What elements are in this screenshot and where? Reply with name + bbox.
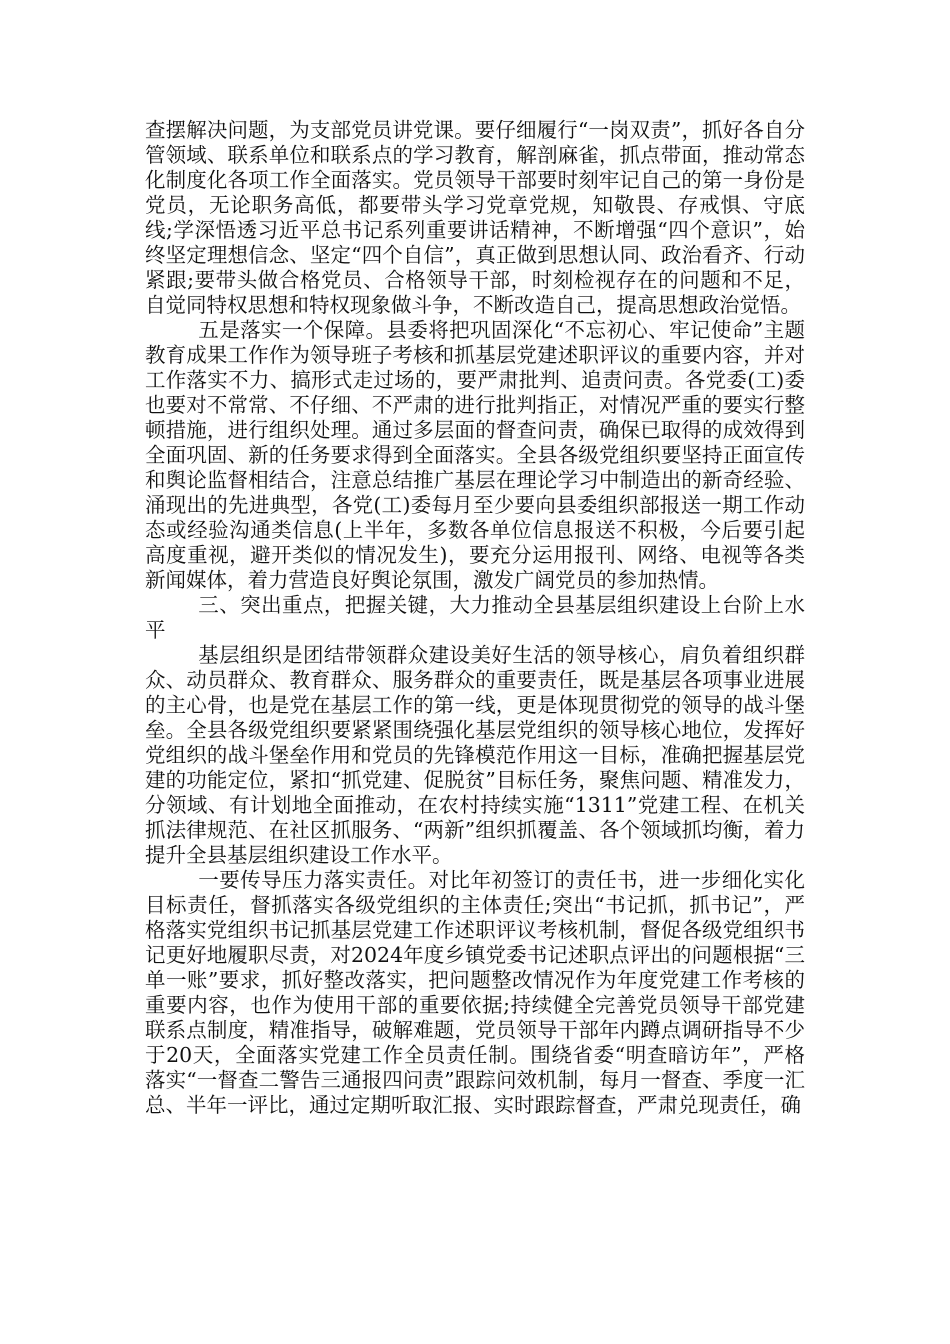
paragraph-continuation: 查摆解决问题，为支部党员讲党课。要仔细履行“一岗双责”，抓好各自分管领域、联系单位和联系点的学习教育，解剖麻雀，抓点带面，推动常态化制度化各项工作全面落实。党员领导干部要时刻牢记自己的第一身份是党员，无论职务高低，都要带头学习党章党规，知敬畏、存戒惧、守底线;学深悟透习近平总书记系列重要讲话精神，不断增强“四个意识”，始终坚定理想信念、坚定“四个自信”，真正做到思想认同、政治看齐、行动紧跟;要带头做合格党员、合格领导干部，时刻检视存在的问题和不足，自觉同特权思想和特权现象做斗争，不断改造自己，提高思想政治觉悟。 bbox=[145, 118, 805, 317]
section-heading-three: 三、突出重点，把握关键，大力推动全县基层组织建设上台阶上水平 bbox=[145, 593, 805, 642]
paragraph-point-five: 五是落实一个保障。县委将把巩固深化“不忘初心、牢记使命”主题教育成果工作作为领导班子考核和抓基层党建述职评议的重要内容，并对工作落实不力、搞形式走过场的，要严肃批判、追责问责。各党委(工)委也要对不常常、不仔细、不严肃的进行批判指正，对情况严重的要实行整顿措施，进行组织处理。通过多层面的督查问责，确保已取得的成效得到全面巩固、新的任务要求得到全面落实。全县各级党组织要坚持正面宣传和舆论监督相结合，注意总结推广基层在理论学习中制造出的新奇经验、涌现出的先进典型，各党(工)委每月至少要向县委组织部报送一期工作动态或经验沟通类信息(上半年，多数各单位信息报送不积极，今后要引起高度重视，避开类似的情况发生)，要充分运用报刊、网络、电视等各类新闻媒体，着力营造良好舆论氛围，激发广阔党员的参加热情。 bbox=[145, 318, 805, 592]
document-body bbox=[145, 118, 805, 1118]
paragraph-grassroots-organization: 基层组织是团结带领群众建设美好生活的领导核心，肩负着组织群众、动员群众、教育群众、服务群众的重要责任，既是基层各项事业进展的主心骨，也是党在基层工作的第一线，更是体现贯彻党的领导的战斗堡垒。全县各级党组织要紧紧围绕强化基层党组织的领导核心地位，发挥好党组织的战斗堡垒作用和党员的先锋模范作用这一目标，准确把握基层党建的功能定位，紧扣“抓党建、促脱贫”目标任务，聚焦问题、精准发力，分领域、有计划地全面推动，在农村持续实施“1311”党建工程、在机关抓法律规范、在社区抓服务、“两新”组织抓覆盖、各个领域抓均衡，着力提升全县基层组织建设工作水平。 bbox=[145, 643, 805, 867]
paragraph-responsibility: 一要传导压力落实责任。对比年初签订的责任书，进一步细化实化目标责任，督抓落实各级党组织的主体责任;突出“书记抓，抓书记”，严格落实党组织书记抓基层党建工作述职评议考核机制，督促各级党组织书记更好地履职尽责，对2024年度乡镇党委书记述职点评出的问题根据“三单一账”要求，抓好整改落实，把问题整改情况作为年度党建工作考核的重要内容，也作为使用干部的重要依据;持续健全完善党员领导干部党建联系点制度，精准指导，破解难题，党员领导干部年内蹲点调研指导不少于20天，全面落实党建工作全员责任制。围绕省委“明查暗访年”，严格落实“一督查二警告三通报四问责”跟踪问效机制，每月一督查、季度一汇总、半年一评比，通过定期听取汇报、实时跟踪督查，严肃兑现责任，确 bbox=[145, 868, 805, 1117]
